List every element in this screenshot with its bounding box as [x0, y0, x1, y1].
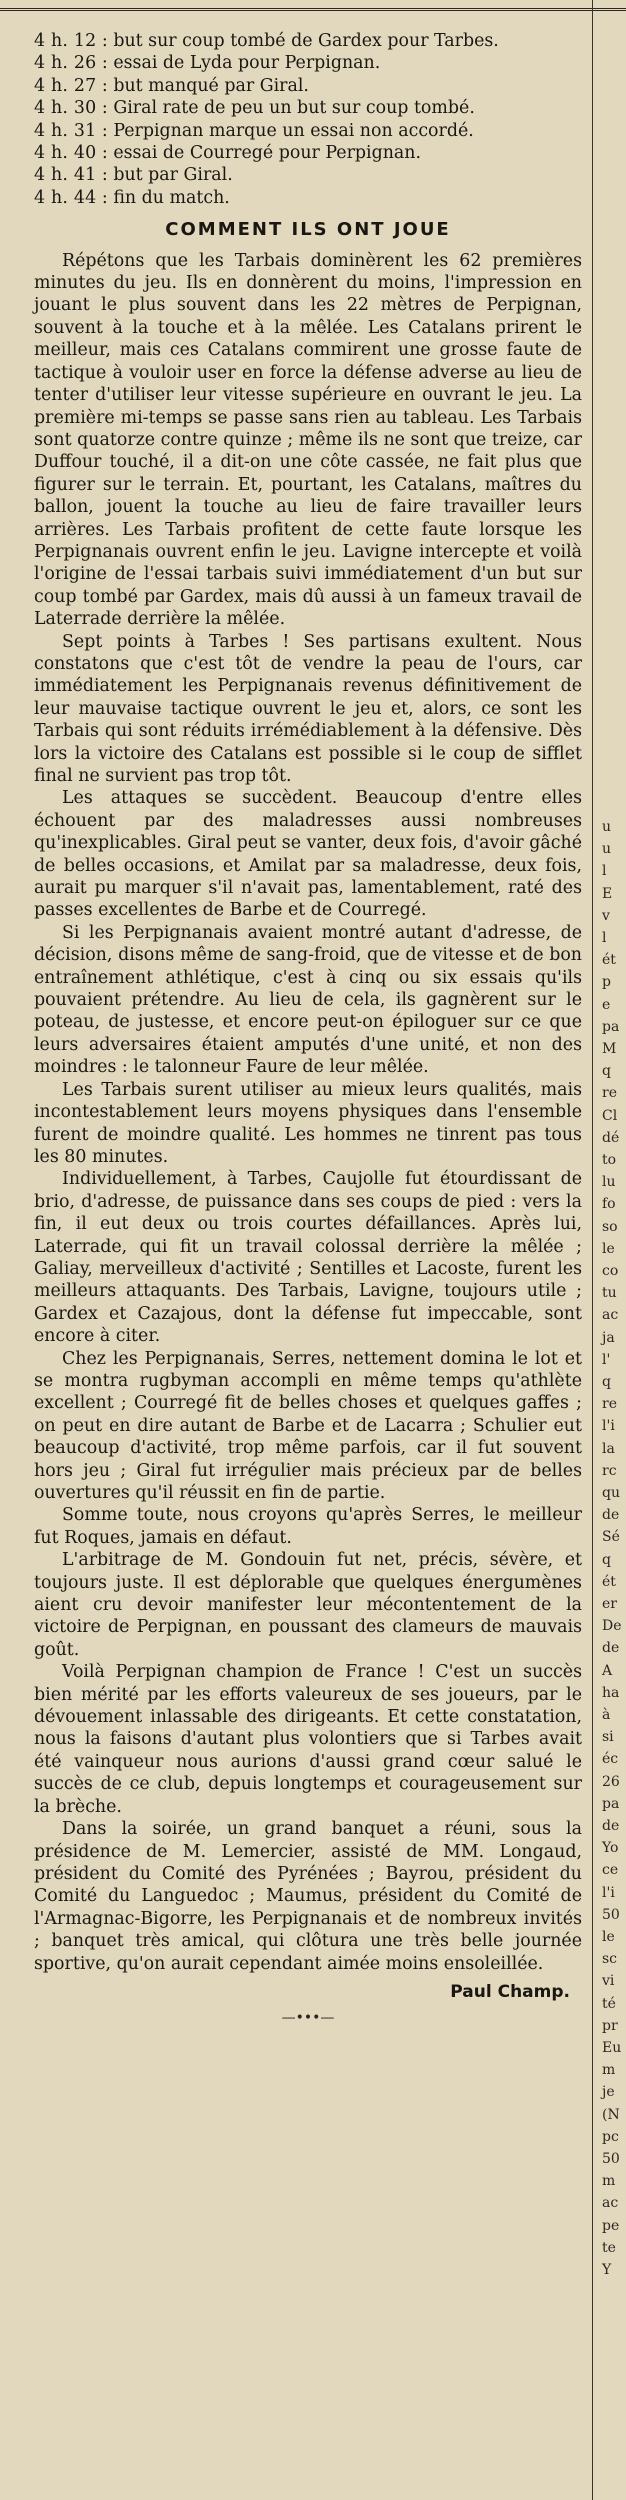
- article-column: [34, 30, 582, 2030]
- adjacent-fragment: v: [602, 907, 610, 924]
- adjacent-fragment: l: [602, 863, 607, 880]
- event-text: Giral rate de peu un but sur coup tombé.: [113, 98, 475, 119]
- adjacent-fragment: m: [602, 2062, 616, 2079]
- adjacent-fragment: re: [602, 1396, 617, 1413]
- adjacent-fragment: co: [602, 1263, 619, 1279]
- adjacent-fragment: q: [602, 1374, 611, 1390]
- article-paragraph: Sept points à Tarbes ! Ses partisans exultent. Nous constatons que c'est tôt de vendre la peau de l'ours, car immédiatement les Perpignanais revenus définitivement de leur mauvaise tactique ouvrent le jeu et, alors, ce sont les Tarbais qui sont réduits irrémédiablement à la défensive. Dès lors la victoire des Catalans est possible si le coup de sifflet final ne survient pas trop tôt.: [34, 631, 582, 786]
- event-text: but par Giral.: [113, 165, 233, 186]
- timeline-event: 4 h. 41 : but par Giral.: [34, 165, 233, 186]
- adjacent-fragment: rc: [602, 1462, 617, 1479]
- adjacent-fragment: sc: [602, 1951, 618, 1968]
- adjacent-fragment: ha: [602, 1684, 620, 1701]
- adjacent-fragment: m: [602, 2173, 616, 2190]
- adjacent-fragment: té: [602, 1995, 616, 2012]
- adjacent-fragment: de: [602, 1507, 620, 1524]
- article-paragraph: Répétons que les Tarbais dominèrent les 62 premières minutes du jeu. Ils en donnèrent du moins, l'impression en jouant le plus souvent dans les 22 mètres de Perpignan, souvent à la touche et à la mêlée. Les Catalans prirent le meilleur, mais ces Catalans commirent une grosse faute de tactique à vouloir user en force la défense adverse au lieu de tenter d'utiliser leur vitesse supérieure en ouvrant le jeu. La première mi-temps se passe sans rien au tableau. Les Tarbais sont quatorze contre quinze ; même ils ne sont que treize, car Duffour touché, il a dit-on une côte cassée, ne fait plus que figurer sur le terrain. Et, pourtant, les Catalans, maîtres du ballon, jouent la touche au lieu de faire travailler leurs arrières. Les Tarbais profitent de cette faute lorsque les Perpignanais ouvrent enfin le jeu. Lavigne intercepte et voilà l'origine de l'essai tarbais suivi immédiatement d'un but sur coup tombé par Gardex, mais dû aussi à un fameux travail de Laterrade derrière la mêlée.: [34, 250, 582, 630]
- adjacent-fragment: pa: [602, 1018, 620, 1035]
- adjacent-fragment: de: [602, 1818, 620, 1834]
- adjacent-fragment: e: [602, 996, 611, 1013]
- article-paragraph: L'arbitrage de M. Gondouin fut net, précis, sévère, et toujours juste. Il est déplorable que quelques énergumènes aient cru devoir manifester leur mécontentement de la victoire de Perpignan, en poussant des clameurs de mauvais goût.: [34, 1550, 582, 1660]
- event-time: 4 h. 40: [34, 143, 97, 164]
- adjacent-fragment: E: [602, 885, 613, 902]
- author-signature: Paul Champ.: [450, 1981, 570, 2002]
- section-title: COMMENT ILS ONT JOUE: [165, 219, 451, 241]
- end-ornament: —•••—: [281, 2010, 335, 2027]
- adjacent-fragment: l': [602, 1351, 611, 1368]
- event-time: 4 h. 41: [34, 165, 97, 186]
- adjacent-fragment: je: [602, 2084, 615, 2101]
- event-time: 4 h. 30: [34, 98, 97, 119]
- adjacent-fragment: ét: [602, 952, 616, 969]
- event-text: essai de Courregé pour Perpignan.: [113, 143, 422, 164]
- event-time: 4 h. 27: [34, 75, 97, 96]
- timeline-event: 4 h. 44 : fin du match.: [34, 187, 230, 208]
- adjacent-fragment: p: [602, 974, 611, 991]
- adjacent-fragment: le: [602, 1929, 615, 1945]
- adjacent-fragment: l: [602, 930, 607, 946]
- adjacent-fragment: Yo: [602, 1840, 619, 1857]
- adjacent-fragment: Eu: [602, 2040, 622, 2056]
- adjacent-fragment: de: [602, 1640, 620, 1657]
- adjacent-fragment: to: [602, 1152, 617, 1168]
- adjacent-fragment: pc: [602, 2128, 619, 2145]
- adjacent-fragment: M: [602, 1041, 617, 1057]
- adjacent-fragment: 26: [602, 1773, 620, 1790]
- adjacent-fragment: A: [602, 1662, 613, 1679]
- match-timeline: [34, 30, 582, 209]
- adjacent-fragment: vi: [602, 1973, 615, 1990]
- article-paragraph: Somme toute, nous croyons qu'après Serres, le meilleur fut Roques, jamais en défaut.: [34, 1505, 582, 1548]
- adjacent-fragment: er: [602, 1596, 617, 1612]
- adjacent-fragment: l'i: [602, 1418, 615, 1435]
- adjacent-fragment: fo: [602, 1196, 616, 1213]
- timeline-event: 4 h. 40 : essai de Courregé pour Perpignan.: [34, 143, 422, 164]
- article-paragraph: Les attaques se succèdent. Beaucoup d'entre elles échouent par des maladresses aussi nombreuses qu'inexplicables. Giral peut se vanter, deux fois, d'avoir gâché de belles occasions, et Amilat par sa maladresse, deux fois, aurait pu marquer s'il n'avait pas, lamentablement, raté des passes excellentes de Barbe et de Courregé.: [34, 788, 582, 921]
- top-rule: [0, 0, 626, 11]
- adjacent-fragment: 50: [602, 2151, 620, 2167]
- adjacent-fragment: u: [602, 819, 612, 835]
- timeline-event: 4 h. 30 : Giral rate de peu un but sur coup tombé.: [34, 98, 475, 119]
- adjacent-fragment: (N: [602, 2106, 620, 2123]
- adjacent-fragment: so: [602, 1218, 618, 1235]
- event-text: but manqué par Giral.: [113, 75, 309, 96]
- adjacent-fragment: qu: [602, 1485, 620, 1501]
- timeline-event: 4 h. 26 : essai de Lyda pour Perpignan.: [34, 53, 381, 74]
- article-paragraph: Chez les Perpignanais, Serres, nettement domina le lot et se montra rugbyman accompli en même temps qu'athlète excellent ; Courregé fit de belles choses et quelques gaffes ; on peut en dire autant de Barbe et de Lacarra ; Schulier eut beaucoup d'activité, trop même parfois, car il fut souvent hors jeu ; Giral fut irrégulier mais précieux par de belles ouvertures qu'il réussit en fin de partie.: [34, 1348, 582, 1503]
- adjacent-column-fragments: [598, 0, 626, 2500]
- adjacent-fragment: pr: [602, 2017, 618, 2034]
- adjacent-fragment: à: [602, 1707, 611, 1723]
- adjacent-fragment: tu: [602, 1285, 617, 1302]
- event-time: 4 h. 44: [34, 187, 97, 208]
- event-text: essai de Lyda pour Perpignan.: [113, 53, 381, 74]
- adjacent-fragment: éc: [602, 1751, 619, 1768]
- adjacent-fragment: l'i: [602, 1884, 615, 1901]
- adjacent-fragment: Sé: [602, 1529, 620, 1546]
- adjacent-fragment: le: [602, 1240, 615, 1257]
- event-text: fin du match.: [113, 187, 230, 208]
- timeline-event: 4 h. 31 : Perpignan marque un essai non accordé.: [34, 120, 474, 141]
- article-paragraph: Voilà Perpignan champion de France ! C'est un succès bien mérité par les efforts valeureux de ses joueurs, par le dévouement inlassable des dirigeants. Et cette constatation, nous la faisons d'autant plus volontiers que si Tarbes avait été vainqueur nous aurions d'aussi grand cœur salué le succès de ce club, depuis longtemps et courageusement sur la brèche.: [34, 1662, 582, 1817]
- event-text: Perpignan marque un essai non accordé.: [113, 120, 474, 141]
- article-paragraph: Dans la soirée, un grand banquet a réuni, sous la présidence de M. Lemercier, assisté de MM. Longaud, président du Comité des Pyrénées ; Bayrou, président du Comité du Languedoc ; Maumus, président du Comité de l'Armagnac-Bigorre, les Perpignanais et de nombreux invités ; banquet très amical, qui clôtura une très belle journée sportive, qu'on aurait cependant aimée moins ensoleillée.: [34, 1819, 582, 1974]
- article-paragraph: Individuellement, à Tarbes, Caujolle fut étourdissant de brio, d'adresse, de puissance dans ses coups de pied : vers la fin, il eut deux ou trois courtes défaillances. Après lui, Laterrade, qui fit un travail colossal derrière la mêlée ; Galiay, merveilleux d'activité ; Sentilles et Lacoste, furent les meilleurs attaquants. Des Tarbais, Lavigne, toujours utile ; Gardex et Cazajous, dont la défense fut impeccable, sont encore à citer.: [34, 1169, 582, 1347]
- article-paragraph: Si les Perpignanais avaient montré autant d'adresse, de décision, disons même de sang-froid, que de vitesse et de bon entraînement athlétique, c'est à cinq ou six essais qu'ils pouvaient prétendre. Au lieu de cela, ils gagnèrent sur le poteau, de justesse, et encore peut-on épiloguer sur ce que leurs adversaires étaient amputés d'une unité, et non des moindres : le talonneur Faure de leur mêlée.: [34, 922, 582, 1078]
- timeline-event: 4 h. 12 : but sur coup tombé de Gardex pour Tarbes.: [34, 31, 499, 51]
- adjacent-fragment: pa: [602, 1795, 620, 1812]
- adjacent-fragment: 50: [602, 1906, 620, 1923]
- adjacent-fragment: q: [602, 1063, 611, 1080]
- event-time: 4 h. 12: [34, 31, 97, 51]
- adjacent-fragment: dé: [602, 1129, 620, 1146]
- event-time: 4 h. 31: [34, 120, 97, 141]
- article-paragraph: Les Tarbais surent utiliser au mieux leurs qualités, mais incontestablement leurs moyens physiques dans l'ensemble furent de moindre qualité. Les hommes ne tinrent pas tous les 80 minutes.: [34, 1079, 582, 1167]
- adjacent-fragment: lu: [602, 1174, 616, 1191]
- adjacent-fragment: ac: [602, 2195, 619, 2212]
- article-body: [34, 250, 582, 1975]
- adjacent-fragment: De: [602, 1618, 622, 1635]
- adjacent-fragment: q: [602, 1551, 611, 1568]
- adjacent-fragment: ét: [602, 1573, 616, 1590]
- adjacent-fragment: si: [602, 1729, 614, 1746]
- adjacent-fragment: ce: [602, 1862, 619, 1879]
- event-text: but sur coup tombé de Gardex pour Tarbes.: [113, 31, 499, 51]
- adjacent-fragment: Y: [602, 2262, 612, 2278]
- event-time: 4 h. 26: [34, 53, 97, 74]
- adjacent-fragment: ja: [602, 1329, 615, 1346]
- adjacent-fragment: la: [602, 1440, 615, 1457]
- adjacent-fragment: ac: [602, 1307, 619, 1324]
- timeline-event: 4 h. 27 : but manqué par Giral.: [34, 75, 309, 96]
- adjacent-fragment: re: [602, 1085, 617, 1102]
- adjacent-fragment: pe: [602, 2217, 620, 2234]
- adjacent-fragment: te: [602, 2239, 616, 2256]
- adjacent-fragment: u: [602, 841, 612, 858]
- adjacent-fragment: Cl: [602, 1107, 618, 1124]
- column-rule: [592, 0, 593, 2500]
